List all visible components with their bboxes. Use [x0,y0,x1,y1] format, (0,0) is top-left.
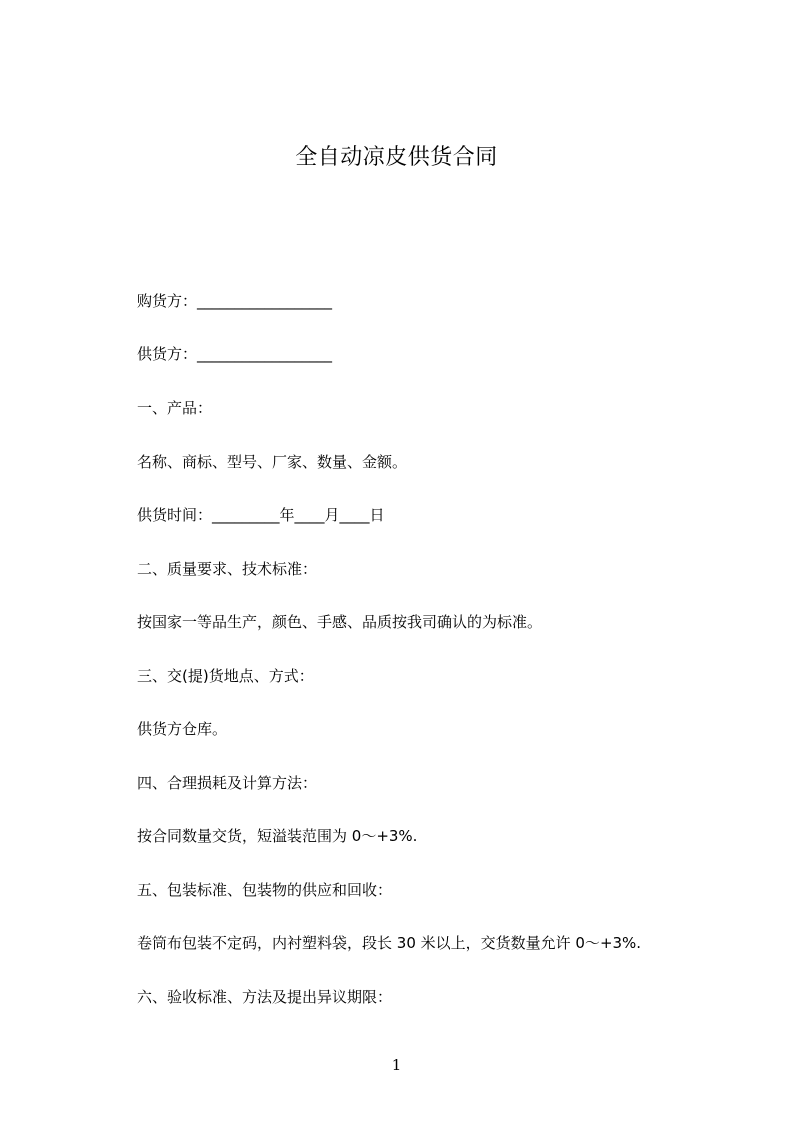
section-heading-product: 一、产品： [137,399,213,417]
page-number: 1 [391,1056,402,1074]
buyer-line: 购货方：__________________ [137,292,333,310]
section-heading-packaging: 五、包装标准、包装物的供应和回收： [137,881,393,899]
packaging-line: 卷筒布包装不定码，内衬塑料袋，段长 30 米以上，交货数量允许 0～+3%. [137,934,642,952]
section-heading-acceptance: 六、验收标准、方法及提出异议期限： [137,988,393,1006]
section-heading-loss: 四、合理损耗及计算方法： [137,774,318,792]
quality-standard-line: 按国家一等品生产，颜色、手感、品质按我司确认的为标准。 [137,613,543,631]
product-details-line: 名称、商标、型号、厂家、数量、金额。 [137,453,408,471]
supplier-line: 供货方：__________________ [137,345,333,363]
loss-calculation-line: 按合同数量交货，短溢装范围为 0～+3%. [137,827,418,845]
delivery-location-line: 供货方仓库。 [137,720,228,738]
section-heading-quality: 二、质量要求、技术标准： [137,560,318,578]
document-title: 全自动凉皮供货合同 [295,145,498,170]
supply-time-line: 供货时间：_________年____月____日 [137,506,385,524]
section-heading-delivery: 三、交(提)货地点、方式： [137,667,314,685]
